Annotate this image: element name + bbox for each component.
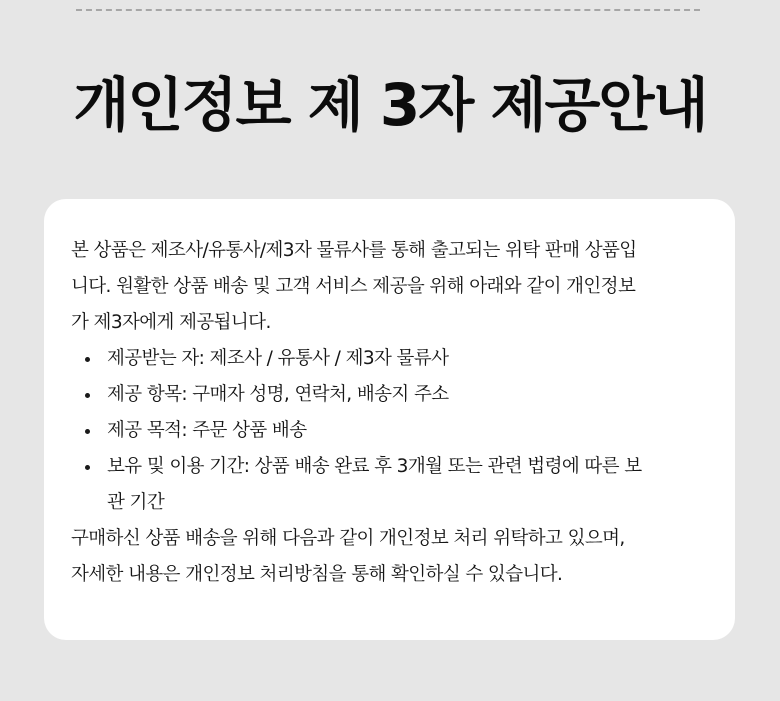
intro-line: 가 제3자에게 제공됩니다. <box>71 312 271 333</box>
bullet-icon <box>85 393 90 398</box>
list-item-text: 제공받는 자: 제조사 / 유통사 / 제3자 물류사 <box>107 348 449 369</box>
bullet-icon <box>85 429 90 434</box>
list-item-text: 관 기간 <box>107 492 165 513</box>
outro-paragraph <box>71 521 711 593</box>
list-item-retention-period <box>71 449 711 521</box>
intro-paragraph <box>71 233 711 341</box>
provision-list <box>71 341 711 521</box>
page-title: 개인정보 제 3자 제공안내 <box>73 71 707 139</box>
notice-card <box>44 199 735 640</box>
outro-line: 자세한 내용은 개인정보 처리방침을 통해 확인하실 수 있습니다. <box>71 564 563 585</box>
list-item-text: 보유 및 이용 기간: 상품 배송 완료 후 3개월 또는 관련 법령에 따른 보 <box>107 456 642 477</box>
intro-line: 니다. 원활한 상품 배송 및 고객 서비스 제공을 위해 아래와 같이 개인정보 <box>71 276 636 297</box>
list-item-text: 제공 항목: 구매자 성명, 연락처, 배송지 주소 <box>107 384 449 405</box>
bullet-icon <box>85 465 90 470</box>
intro-line: 본 상품은 제조사/유통사/제3자 물류사를 통해 출고되는 위탁 판매 상품입 <box>71 240 637 261</box>
outro-line: 구매하신 상품 배송을 위해 다음과 같이 개인정보 처리 위탁하고 있으며, <box>71 528 625 549</box>
list-item-purpose <box>71 413 711 449</box>
list-item-recipient <box>71 341 711 377</box>
list-item-provided-items <box>71 377 711 413</box>
list-item-text: 제공 목적: 주문 상품 배송 <box>107 420 307 441</box>
dashed-divider <box>76 9 700 11</box>
bullet-icon <box>85 357 90 362</box>
